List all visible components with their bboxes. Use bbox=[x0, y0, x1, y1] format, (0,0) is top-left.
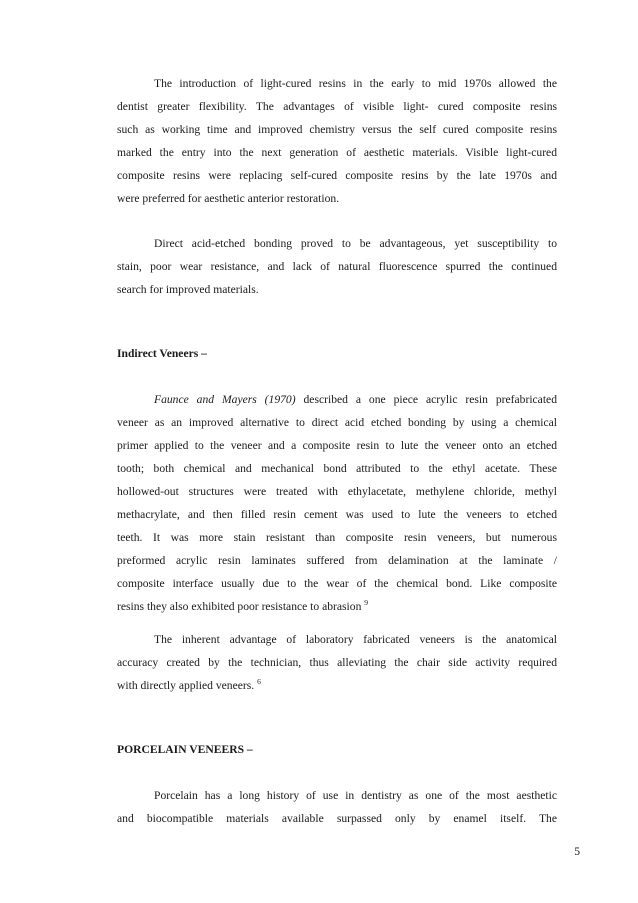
text-line bbox=[117, 595, 557, 618]
text-line: tooth; both chemical and mechanical bond attributed to the ethyl acetate. These bbox=[117, 462, 557, 475]
text-line: composite resins were replacing self-cured composite resins by the late 1970s and bbox=[117, 169, 557, 182]
text-line: marked the entry into the next generation of aesthetic materials. Visible light-cured bbox=[117, 146, 557, 159]
section-heading-indirect-veneers: Indirect Veneers – bbox=[117, 347, 207, 360]
citation-authors: Faunce and Mayers (1970) bbox=[154, 393, 296, 406]
reference-superscript: 6 bbox=[257, 677, 261, 687]
text-line: primer applied to the veneer and a composite resin to lute the veneer onto an etched bbox=[117, 439, 557, 452]
text-line: such as working time and improved chemistry versus the self cured composite resins bbox=[117, 123, 557, 136]
reference-superscript: 9 bbox=[364, 598, 369, 608]
text-line: accuracy created by the technician, thus alleviating the chair side activity required bbox=[117, 656, 557, 669]
text-line: search for improved materials. bbox=[117, 283, 259, 296]
text-fragment: resins they also exhibited poor resistance to abrasion bbox=[117, 600, 362, 613]
text-line: dentist greater flexibility. The advantages of visible light- cured composite resins bbox=[117, 100, 557, 113]
paragraph-laboratory-fabricated bbox=[117, 628, 557, 697]
text-line: stain, poor wear resistance, and lack of natural fluorescence spurred the continued bbox=[117, 260, 557, 273]
text-line: The inherent advantage of laboratory fabricated veneers is the anatomical bbox=[154, 633, 557, 646]
text-line: Direct acid-etched bonding proved to be advantageous, yet susceptibility to bbox=[154, 237, 557, 250]
text-line bbox=[117, 674, 557, 697]
text-line: methacrylate, and then filled resin cement was used to lute the veneers to etched bbox=[117, 508, 557, 521]
paragraph-porcelain-history bbox=[117, 784, 557, 830]
section-heading-porcelain-veneers: PORCELAIN VENEERS – bbox=[117, 743, 253, 756]
paragraph-direct-acid-etched bbox=[117, 232, 557, 301]
text-line: hollowed-out structures were treated with ethylacetate, methylene chloride, methyl bbox=[117, 485, 557, 498]
paragraph-faunce-and-mayers bbox=[117, 388, 557, 618]
text-line: were preferred for aesthetic anterior restoration. bbox=[117, 192, 340, 205]
text-line: and biocompatible materials available surpassed only by enamel itself. The bbox=[117, 812, 557, 825]
text-line: veneer as an improved alternative to direct acid etched bonding by using a chemical bbox=[117, 416, 557, 429]
text-fragment: described a one piece acrylic resin prefabricated bbox=[295, 393, 557, 406]
paragraph-light-cured-resins bbox=[117, 72, 557, 210]
text-fragment: with directly applied veneers. bbox=[117, 679, 255, 692]
text-line: preformed acrylic resin laminates suffered from delamination at the laminate / bbox=[117, 554, 557, 567]
page-number: 5 bbox=[574, 845, 580, 858]
text-line bbox=[117, 388, 557, 411]
text-line: The introduction of light-cured resins in the early to mid 1970s allowed the bbox=[154, 77, 557, 90]
text-line: teeth. It was more stain resistant than composite resin veneers, but numerous bbox=[117, 531, 557, 544]
text-line: composite interface usually due to the wear of the chemical bond. Like composite bbox=[117, 577, 557, 590]
text-line: Porcelain has a long history of use in dentistry as one of the most aesthetic bbox=[154, 789, 557, 802]
